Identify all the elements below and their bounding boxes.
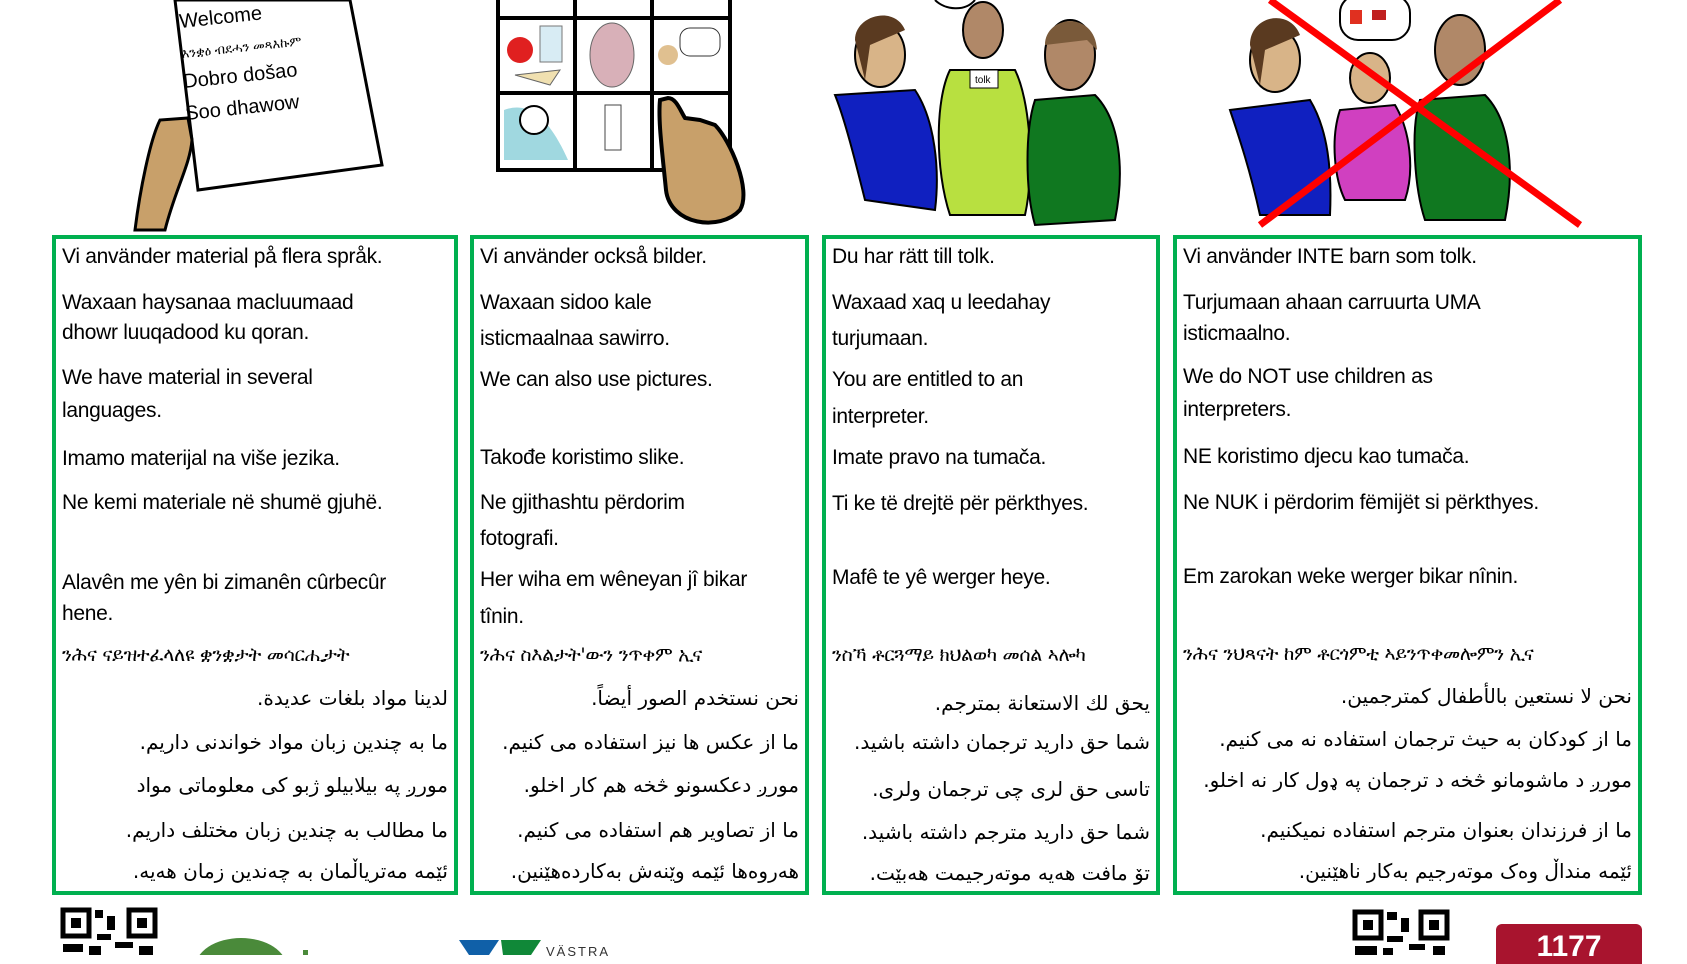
sign-line: Soo dhawow bbox=[184, 91, 301, 125]
text-line: Ne gjithashtu përdorim bbox=[480, 491, 685, 514]
text-line: Waxaad xaq u leedahay bbox=[832, 291, 1051, 314]
text-line: تاسی حق لری چی ترجمان ولری. bbox=[872, 777, 1150, 801]
text-line: شما حق دارید مترجم داشته باشید. bbox=[861, 820, 1150, 844]
sign-line: Dobro došao bbox=[182, 59, 299, 93]
text-line: NE koristimo djecu kao tumača. bbox=[1183, 445, 1470, 468]
text-line: مورږ د ماشومانو څخه د ترجمان په ډول کار نه اخلو. bbox=[1203, 768, 1632, 792]
text-line: تۆ مافت هەیە موتەرجیمت هەبێت. bbox=[869, 861, 1150, 885]
text-line: Vi använder INTE barn som tolk. bbox=[1183, 245, 1477, 268]
text-line: hene. bbox=[62, 602, 114, 625]
text-line: Imate pravo na tumača. bbox=[832, 446, 1047, 469]
text-line: Turjumaan ahaan carruurta UMA bbox=[1183, 291, 1481, 314]
text-line: Vi använder också bilder. bbox=[480, 245, 707, 268]
text-line: Ne kemi materiale në shumë gjuhë. bbox=[62, 491, 383, 514]
text-line: شما حق دارید ترجمان داشته باشید. bbox=[853, 730, 1150, 754]
text-line: Mafê te yê werger heye. bbox=[832, 566, 1051, 589]
text-line: ما از فرزندان بعنوان مترجم استفاده نمیکنیم. bbox=[1260, 818, 1632, 842]
text-line: مورږ دعکسونو څخه هم کار اخلو. bbox=[523, 773, 799, 797]
text-line: ئێمە مەتریاڵمان بە چەندین زمان هەیە. bbox=[132, 859, 448, 883]
text-line: tînin. bbox=[480, 605, 524, 628]
text-line: ما از عکس ها نیز استفاده می کنیم. bbox=[502, 730, 799, 754]
text-line: مورږ په بیلابیلو ژبو کی معلوماتی مواد bbox=[136, 773, 448, 797]
interpreter-illustration bbox=[825, 0, 1155, 232]
text-line: We do NOT use children as bbox=[1183, 365, 1433, 388]
qr-code-right bbox=[1351, 906, 1459, 955]
text-line: interpreter. bbox=[832, 405, 929, 428]
qr-code-left bbox=[59, 906, 168, 955]
text-line: نحن لا نستعين بالأطفال كمترجمين. bbox=[1340, 684, 1632, 708]
text-line: interpreters. bbox=[1183, 398, 1292, 421]
text-line: Waxaan haysanaa macluumaad bbox=[62, 291, 354, 314]
vg-logo-text: VÄSTRA bbox=[546, 944, 611, 959]
text-line: هەروەها ئێمە وێنەش بەکاردەهێنین. bbox=[510, 859, 799, 883]
text-line: ئێمە منداڵ وەک موتەرجیم بەکار ناهێنین. bbox=[1298, 859, 1632, 883]
text-line: ንስኻ ቶርጓማይ ክህልወካ መሰል ኣሎካ bbox=[832, 644, 1086, 666]
sign-line: Welcome bbox=[178, 2, 264, 33]
text-line: isticmaalnaa sawirro. bbox=[480, 327, 670, 350]
picture-board-illustration bbox=[490, 0, 790, 232]
text-line: لدينا مواد بلغات عديدة. bbox=[257, 686, 448, 710]
text-line: ንሕና ስእልታት'ውን ንጥቀም ኢና bbox=[480, 644, 702, 666]
text-line: You are entitled to an bbox=[832, 368, 1024, 391]
text-line: dhowr luuqadood ku qoran. bbox=[62, 321, 310, 344]
text-line: Du har rätt till tolk. bbox=[832, 245, 995, 268]
column-pictures bbox=[470, 235, 809, 895]
text-line: fotografi. bbox=[480, 527, 559, 550]
sign-line: እንቋዕ ብደሓን መጻእኩም bbox=[180, 33, 303, 61]
text-line: turjumaan. bbox=[832, 327, 929, 350]
column-right-to-interpreter bbox=[822, 235, 1160, 895]
text-line: We have material in several bbox=[62, 366, 313, 389]
green-circle-logo bbox=[195, 938, 315, 955]
vg-region-logo bbox=[459, 940, 543, 955]
text-line: isticmaalno. bbox=[1183, 322, 1291, 345]
column-no-children-interpreters bbox=[1173, 235, 1642, 895]
text-line: ما از کودکان به حیث ترجمان استفاده نه می کنیم. bbox=[1219, 727, 1632, 751]
text-line: Ti ke të drejtë për përkthyes. bbox=[832, 492, 1089, 515]
text-line: ንሕና ንህጻናት ከም ቶርጎምቲ ኣይንጥቀመሎምን ኢና bbox=[1183, 643, 1534, 665]
interpreter-badge: tolk bbox=[975, 75, 991, 86]
text-line: Imamo materijal na više jezika. bbox=[62, 447, 340, 470]
text-line: ንሕና ናይዝተፈላለዩ ቋንቋታት መሳርሒታት bbox=[62, 644, 350, 666]
text-line: ما به چندین زبان مواد خواندنی داریم. bbox=[139, 730, 448, 754]
column-multilingual-material bbox=[52, 235, 458, 895]
text-line: Em zarokan weke werger bikar nînin. bbox=[1183, 565, 1518, 588]
text-line: نحن نستخدم الصور أيضاً. bbox=[591, 686, 799, 710]
text-line: يحق لك الاستعانة بمترجم. bbox=[934, 691, 1150, 715]
text-line: ما مطالب به چندین زبان مختلف داریم. bbox=[125, 818, 448, 842]
text-line: ما از تصاویر هم استفاده می کنیم. bbox=[517, 818, 799, 842]
welcome-sign-illustration bbox=[120, 0, 400, 232]
text-line: Alavên me yên bi zimanên cûrbecûr bbox=[62, 571, 386, 594]
text-line: languages. bbox=[62, 399, 162, 422]
text-line: Ne NUK i përdorim fëmijët si përkthyes. bbox=[1183, 491, 1539, 514]
text-line: Takođe koristimo slike. bbox=[480, 446, 685, 469]
text-line: Her wiha em wêneyan jî bikar bbox=[480, 568, 748, 591]
text-line: We can also use pictures. bbox=[480, 368, 713, 391]
text-line: Vi använder material på flera språk. bbox=[62, 245, 383, 268]
logo-1177: 1177 bbox=[1496, 924, 1642, 964]
text-line: Waxaan sidoo kale bbox=[480, 291, 652, 314]
no-children-interpreter-illustration bbox=[1220, 0, 1600, 232]
